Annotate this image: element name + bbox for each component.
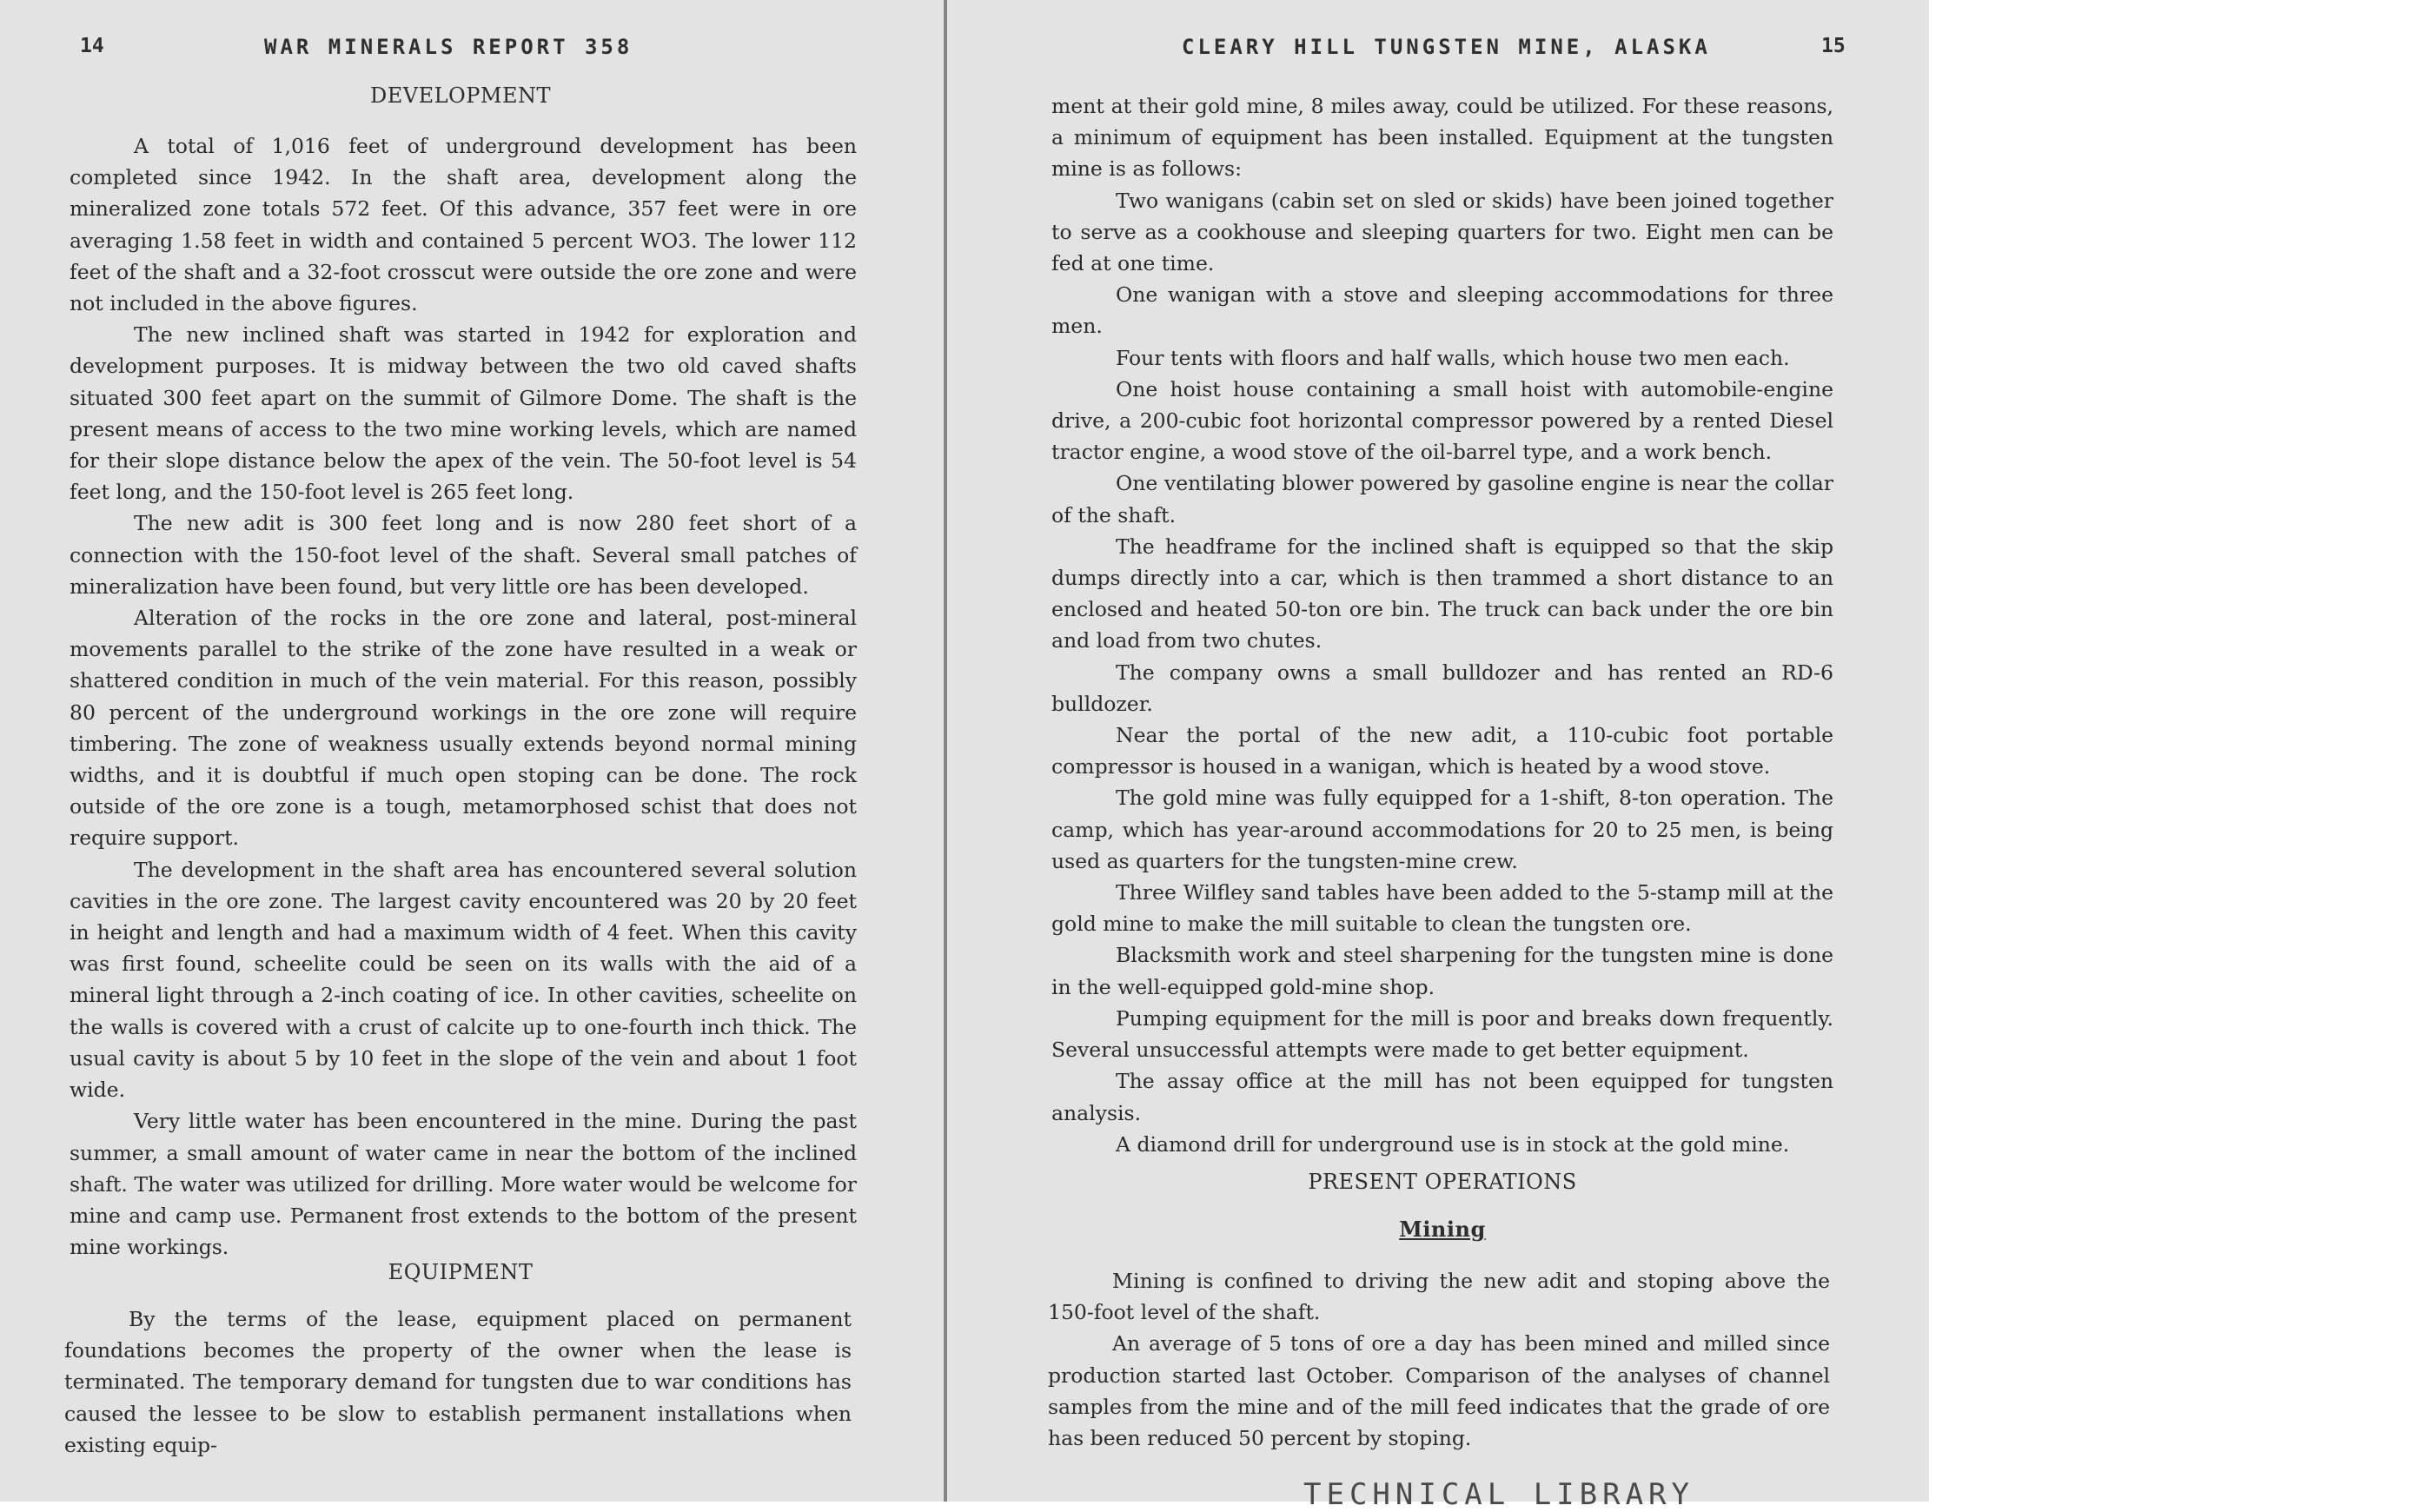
paragraph: The development in the shaft area has encountered several solution cavities in the ore zone. The largest cavity encountered was 20 by 20 feet in height and length and had a maximum width of 4 feet. When this cavity was first found, scheelite could be seen on its walls with the aid of a mineral light through a 2-inch coating of ice. In other cavities, scheelite on the walls is covered with a crust of calcite up to one-fourth inch thick. The usual cavity is about 5 by 10 feet in the slope of the vein and about 1 foot wide. xyxy=(70,857,857,1103)
paragraph: The new adit is 300 feet long and is now 280 feet short of a connection with the 150-foot level of the shaft. Several small patches of mineralization have been found, but very little ore has been developed. xyxy=(70,511,857,599)
paragraph: Very little water has been encountered in the mine. During the past summer, a small amount of water came in near the bottom of the inclined shaft. The water was utilized for drilling. More water would be welcome for mine and camp use. Permanent frost extends to the bottom of the present mine workings. xyxy=(70,1109,857,1260)
left-page xyxy=(0,0,944,1502)
equipment-item: Three Wilfley sand tables have been added to the 5-stamp mill at the gold mine to make the mill suitable to clean the tungsten ore. xyxy=(1051,880,1833,937)
equipment-item: Near the portal of the new adit, a 110-cubic foot portable compressor is housed in a wanigan, which is heated by a wood stove. xyxy=(1051,723,1833,779)
left-page-number: 14 xyxy=(80,35,104,57)
equipment-item: A diamond drill for underground use is in stock at the gold mine. xyxy=(1116,1131,1790,1157)
equipment-item: The assay office at the mill has not been equipped for tungsten analysis. xyxy=(1051,1069,1833,1125)
equipment-item: Four tents with floors and half walls, which house two men each. xyxy=(1116,345,1790,370)
equipment-item: The company owns a small bulldozer and has rented an RD-6 bulldozer. xyxy=(1051,660,1833,716)
paragraph: The new inclined shaft was started in 1942 for exploration and development purposes. It is midway between the two old caved shafts situated 300 feet apart on the summit of Gilmore Dome. The shaft is the present means of access to the two mine working levels, which are named for their slope distance below the apex of the vein. The 50-foot level is 54 feet long, and the 150-foot level is 265 feet long. xyxy=(70,322,857,505)
right-page-number: 15 xyxy=(1821,35,1846,57)
equipment-item: Blacksmith work and steel sharpening for the tungsten mine is done in the well-equipped gold-mine shop. xyxy=(1051,943,1833,999)
subheading-mining: Mining xyxy=(1399,1217,1486,1242)
mining-text xyxy=(1048,1265,1830,1454)
right-running-header: CLEARY HILL TUNGSTEN MINE, ALASKA xyxy=(1182,35,1711,59)
equipment-item: Pumping equipment for the mill is poor and breaks down frequently. Several unsuccessful attempts were made to get better equipment. xyxy=(1051,1005,1833,1063)
technical-library-stamp: TECHNICAL LIBRARY xyxy=(1303,1477,1694,1512)
paragraph: Mining is confined to driving the new adit and stoping above the 150-foot level of the shaft. xyxy=(1048,1269,1830,1325)
equipment-list-text xyxy=(1051,90,1833,1160)
heading-present-operations: PRESENT OPERATIONS xyxy=(1308,1170,1577,1194)
equipment-item: Two wanigans (cabin set on sled or skids) have been joined together to serve as a cookhouse and sleeping quarters for two. Eight men can be fed at one time. xyxy=(1051,188,1833,276)
equipment-text xyxy=(64,1303,852,1461)
paragraph: An average of 5 tons of ore a day has been mined and milled since production started last October. Comparison of the analyses of channel samples from the mine and of the mill feed indicates that the grade of ore has been reduced 50 percent by stoping. xyxy=(1048,1331,1830,1451)
equipment-item: The headframe for the inclined shaft is equipped so that the skip dumps directly into a car, which is then trammed a short distance to an enclosed and heated 50-ton ore bin. The truck can back under the ore bin and load from two chutes. xyxy=(1051,534,1833,653)
development-text xyxy=(70,130,857,1263)
heading-development: DEVELOPMENT xyxy=(370,83,551,108)
equipment-item: The gold mine was fully equipped for a 1-shift, 8-ton operation. The camp, which has year-around accommodations for 20 to 25 men, is being used as quarters for the tungsten-mine crew. xyxy=(1051,786,1833,873)
paragraph: A total of 1,016 feet of underground development has been completed since 1942. In the shaft area, development along the mineralized zone totals 572 feet. Of this advance, 357 feet were in ore averaging 1.58 feet in width and contained 5 percent WO3. The lower 112 feet of the shaft and a 32-foot crosscut were outside the ore zone and were not included in the above figures. xyxy=(70,134,857,316)
left-running-header: WAR MINERALS REPORT 358 xyxy=(264,35,633,59)
equipment-item: One wanigan with a stove and sleeping accommodations for three men. xyxy=(1051,282,1833,339)
paragraph: ment at their gold mine, 8 miles away, could be utilized. For these reasons, a minimum of equipment has been installed. Equipment at the tungsten mine is as follows: xyxy=(1051,94,1833,182)
paragraph: Alteration of the rocks in the ore zone and lateral, post-mineral movements parallel to the strike of the zone have resulted in a weak or shattered condition in much of the vein material. For this reason, possibly 80 percent of the underground workings in the ore zone will require timbering. The zone of weakness usually extends beyond normal mining widths, and it is doubtful if much open stoping can be done. The rock outside of the ore zone is a tough, metamorphosed schist that does not require support. xyxy=(70,606,857,851)
right-page xyxy=(947,0,1929,1512)
heading-equipment: EQUIPMENT xyxy=(388,1260,534,1284)
equipment-item: One ventilating blower powered by gasoline engine is near the collar of the shaft. xyxy=(1051,471,1833,527)
paragraph: By the terms of the lease, equipment placed on permanent foundations becomes the property of the owner when the lease is terminated. The temporary demand for tungsten due to war conditions has caused the lessee to be slow to establish permanent installations when existing equip- xyxy=(64,1307,852,1457)
equipment-item: One hoist house containing a small hoist with automobile-engine drive, a 200-cubic foot horizontal compressor powered by a rented Diesel tractor engine, a wood stove of the oil-barrel type, and a work bench. xyxy=(1051,376,1833,465)
